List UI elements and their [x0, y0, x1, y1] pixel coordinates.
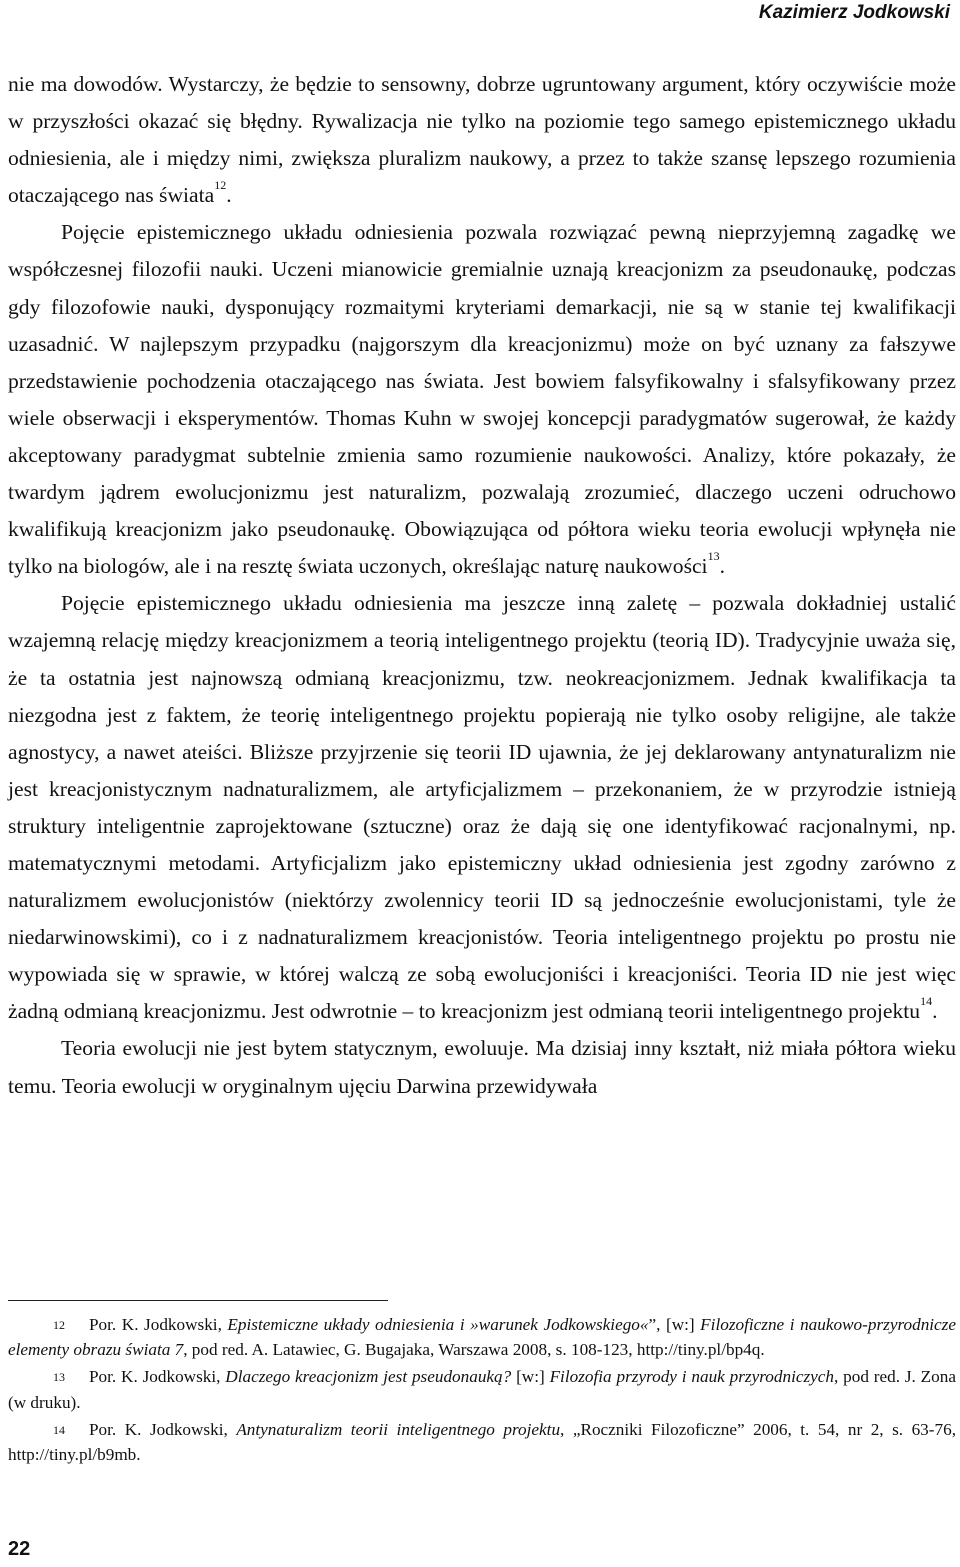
paragraph: Pojęcie epistemicznego układu odniesienia pozwala rozwiązać pewną nieprzyjemną zagadkę we współczesnej filozofii nauki. Uczeni mianowicie gremialnie uznają kreacjonizm za pseudonaukę, podczas gdy filozofowie nauki, dysponujący rozmaitymi kryteriami demarkacji, nie są w stanie tej kwalifikacji uzasadnić. W najlepszym przypadku (najgorszym dla kreacjonizmu) może on być uznany za fałszywe przedstawienie pochodzenia otaczającego nas świata. Jest bowiem falsyfikowalny i sfalsyfikowany przez wiele obserwacji i eksperymentów. Thomas Kuhn w swojej koncepcji paradygmatów sugerował, że każdy akceptowany paradygmat subtelnie zmienia samo rozumienie naukowości. Analizy, które pokazały, że twardym jądrem ewolucjonizmu jest naturalizm, pozwalają zrozumieć, dlaczego uczeni odruchowo kwalifikują kreacjonizm jako pseudonaukę. Obowiązująca od półtora wieku teoria ewolucji wpłynęła nie tylko na biologów, ale i na resztę świata uczonych, określając naturę naukowości$^{13}$.	[8, 220, 956, 579]
footnote: $^{13}$ Por. K. Jodkowski, Dlaczego kreacjonizm jest pseudonauką? [w:] Filozofia przyrody i nauk przyrodniczych, pod red. J. Zona (w druku).	[8, 1367, 956, 1412]
running-head: Kazimierz Jodkowski	[758, 2, 950, 23]
paragraph: nie ma dowodów. Wystarczy, że będzie to sensowny, dobrze ugruntowany argument, który oczywiście może w przyszłości okazać się błędny. Rywalizacja nie tylko na poziomie tego samego epistemicznego układu odniesienia, ale i między nimi, zwiększa pluralizm naukowy, a przez to także szansę lepszego rozumienia otaczającego nas świata$^{12}$.	[8, 72, 956, 208]
paragraph: Pojęcie epistemicznego układu odniesienia ma jeszcze inną zaletę – pozwala dokładniej ustalić wzajemną relację między kreacjonizmem a teorią inteligentnego projektu (teorią ID). Tradycyjnie uważa się, że ta ostatnia jest najnowszą odmianą kreacjonizmu, tzw. neokreacjonizmem. Jednak kwalifikacja ta niezgodna jest z faktem, że teorię inteligentnego projektu popierają nie tylko osoby religijne, ale także agnostycy, a nawet ateiści. Bliższe przyjrzenie się teorii ID ujawnia, że jej deklarowany antynaturalizm nie jest kreacjonistycznym nadnaturalizmem, ale artyficjalizmem – przekonaniem, że w przyrodzie istnieją struktury inteligentnie zaprojektowane (sztuczne) oraz że dają się one identyfikować racjonalnymi, np. matematycznymi metodami. Artyficjalizm jako epistemiczny układ odniesienia jest zgodny zarówno z naturalizmem ewolucjonistów (niektórzy zwolennicy teorii ID są jednocześnie ewolucjonistami, tyle że niedarwinowskimi), co i z nadnaturalizmem kreacjonistów. Teoria inteligentnego projektu po prostu nie wypowiada się w sprawie, w której walczą ze sobą ewolucjoniści i kreacjoniści. Teoria ID nie jest więc żadną odmianą kreacjonizmu. Jest odwrotnie – to kreacjonizm jest odmianą teorii inteligentnego projektu$^{14}$.	[8, 591, 956, 1024]
footnote-title: Antynaturalizm teorii inteligentnego projektu	[236, 1419, 561, 1439]
footnote-number: 14	[53, 1422, 65, 1437]
page-number: 22	[8, 1538, 31, 1560]
footnote: $^{12}$ Por. K. Jodkowski, Epistemiczne układy odniesienia i »warunek Jodkowskiego«”, [w:] Filozoficzne i naukowo-przyrodnicze elementy obrazu świata 7, pod red. A. Latawiec, G. Bugajaka, Warszawa 2008, s. 108-123, http://tiny.pl/bp4q.	[8, 1315, 957, 1360]
footnote-number: 13	[53, 1370, 65, 1385]
footnote-source: Filozofia przyrody i nauk przyrodniczych	[549, 1367, 835, 1387]
footnote: $^{14}$ Por. K. Jodkowski, Antynaturalizm teorii inteligentnego projektu, „Roczniki Filozoficzne” 2006, t. 54, nr 2, s. 63-76, http://tiny.pl/b9mb.	[8, 1419, 956, 1465]
paragraph: Teoria ewolucji nie jest bytem statycznym, ewoluuje. Ma dzisiaj inny kształt, niż miała półtora wieku temu. Teoria ewolucji w oryginalnym ujęciu Darwina przewidywała	[8, 1036, 956, 1098]
footnote-separator	[8, 1300, 388, 1301]
footnote-ref[interactable]: 14	[920, 994, 933, 1009]
footnotes	[8, 1312, 956, 1469]
footnote-number: 12	[53, 1318, 65, 1332]
footnote-ref[interactable]: 13	[707, 549, 720, 564]
footnote-source: Filozoficzne i naukowo-przyrodnicze elementy obrazu świata 7	[8, 1315, 957, 1360]
footnote-title: Epistemiczne układy odniesienia i »warunek Jodkowskiego«	[227, 1315, 649, 1334]
footnote-ref[interactable]: 12	[214, 178, 227, 193]
body-text	[8, 66, 956, 1105]
footnote-title: Dlaczego kreacjonizm jest pseudonauką?	[225, 1367, 512, 1387]
